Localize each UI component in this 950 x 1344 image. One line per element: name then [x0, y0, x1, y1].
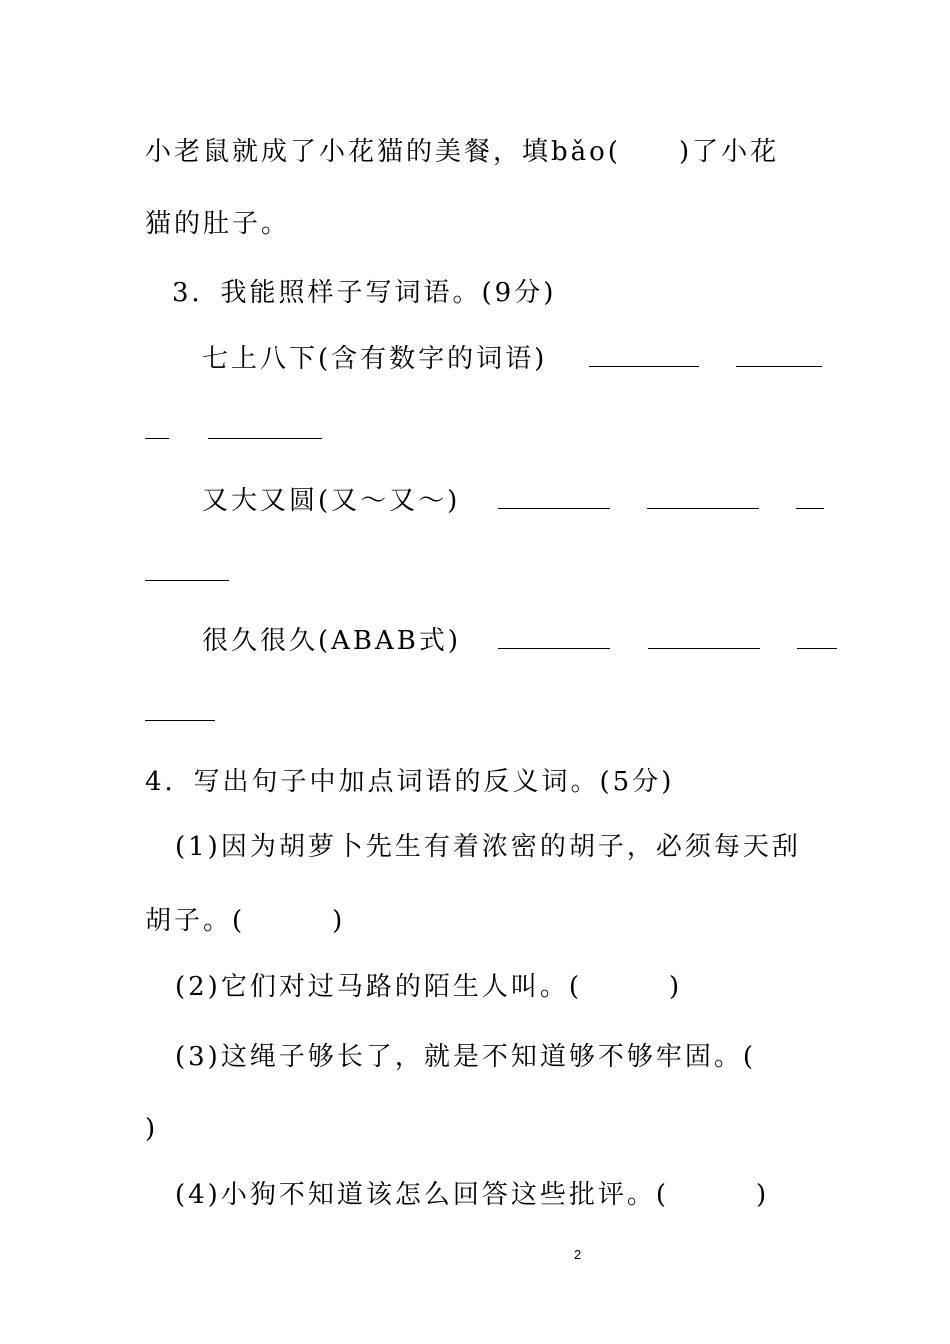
question-3-heading: 3．我能照样子写词语。(9分) — [172, 278, 557, 308]
text-line-2: 猫的肚子。 — [145, 209, 291, 239]
answer-blank[interactable] — [498, 624, 610, 649]
answer-blank[interactable] — [145, 696, 215, 721]
answer-blank[interactable] — [208, 414, 322, 439]
q3-example-b-row-cont — [145, 556, 805, 590]
q4-sentence-3-cont: ) — [145, 1114, 159, 1144]
q3-example-a-row — [202, 342, 805, 376]
answer-blank[interactable] — [145, 556, 229, 581]
q4-sentence-1-cont: 胡子。( ) — [145, 906, 346, 936]
answer-blank[interactable] — [648, 624, 760, 649]
q4-sentence-1: (1)因为胡萝卜先生有着浓密的胡子，必须每天刮 — [175, 832, 801, 862]
page-number: 2 — [574, 1247, 582, 1262]
text-line-1: 小老鼠就成了小花猫的美餐，填bǎo( )了小花 — [145, 137, 780, 167]
q3-example-c-row-cont — [145, 696, 805, 730]
answer-blank[interactable] — [498, 484, 610, 509]
q4-sentence-4: (4)小狗不知道该怎么回答这些批评。( ) — [175, 1180, 770, 1210]
answer-blank[interactable] — [589, 342, 699, 367]
q3-example-a-row-cont — [145, 414, 805, 448]
q3-example-a: 七上八下(含有数字的词语) — [202, 344, 548, 374]
answer-blank[interactable] — [736, 342, 822, 367]
q3-example-c-row — [202, 624, 805, 658]
q4-sentence-3: (3)这绳子够长了，就是不知道够不够牢固。( — [175, 1042, 756, 1072]
q3-example-c: 很久很久(ABAB式) — [202, 626, 462, 656]
q3-example-b: 又大又圆(又～又～) — [202, 486, 461, 516]
answer-blank[interactable] — [647, 484, 759, 509]
question-4-heading: 4．写出句子中加点词语的反义词。(5分) — [145, 767, 675, 797]
q3-example-b-row — [202, 484, 805, 518]
answer-blank[interactable] — [796, 484, 824, 509]
q4-sentence-2: (2)它们对过马路的陌生人叫。( ) — [175, 972, 683, 1002]
answer-blank[interactable] — [145, 414, 169, 439]
answer-blank[interactable] — [797, 624, 837, 649]
